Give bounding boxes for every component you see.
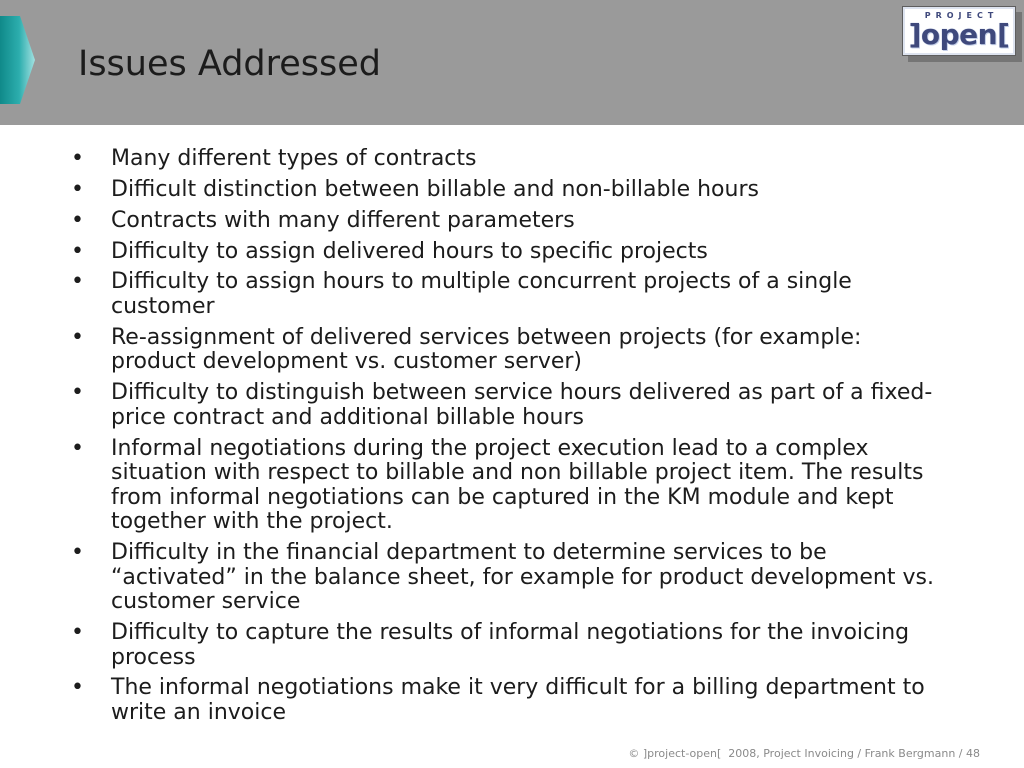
bullet-item [0,147,1024,172]
bullet-marker: • [71,177,84,203]
bullet-marker: • [71,540,84,566]
bullet-item [0,178,1024,203]
bullet-marker: • [71,620,84,646]
bullet-marker: • [71,324,84,350]
bullet-text-line: Re-assignment of delivered services between projects (for example: [111,324,862,350]
bullet-text-line: “activated” in the balance sheet, for example for product development vs. [111,564,934,590]
bullet-text-line: product development vs. customer server) [111,349,583,375]
bullet-item [0,240,1024,265]
bullet-text-line: Informal negotiations during the project execution lead to a complex [111,435,869,461]
bullet-marker: • [71,380,84,406]
bullet-list [0,147,1024,725]
bullet-text-line: customer service [111,589,301,615]
bullet-item [0,270,1024,319]
bullet-text-line: Difficulty to capture the results of informal negotiations for the invoicing [111,620,910,646]
logo-wordmark: ]open[ [908,18,1010,51]
bullet-marker: • [71,269,84,295]
logo-tagline: PROJECT [924,11,999,20]
bullet-marker: • [71,238,84,264]
bullet-text-line: price contract and additional billable hours [111,404,584,430]
bullet-text-line: process [111,644,196,670]
bullet-item [0,326,1024,375]
bullet-text-line: Many different types of contracts [111,146,477,172]
bullet-text-line: The informal negotiations make it very difficult for a billing department to [111,675,925,701]
slide-footer: © ]project-open[ 2008, Project Invoicing / Frank Bergmann / 48 [628,747,980,760]
bullet-item [0,437,1024,535]
project-open-logo [902,6,1016,56]
bullet-marker: • [71,207,84,233]
bullet-item [0,676,1024,725]
bullet-marker: • [71,435,84,461]
bullet-text-line: Difficulty to assign hours to multiple concurrent projects of a single [111,269,852,295]
bullet-text-line: Difficulty in the financial department to determine services to be [111,540,827,566]
bullet-text-line: together with the project. [111,509,393,535]
bullet-marker: • [71,675,84,701]
slide-title: Issues Addressed [78,44,382,84]
bullet-text-line: customer [111,294,215,320]
bullet-item [0,621,1024,670]
bullet-item [0,381,1024,430]
bullet-item [0,209,1024,234]
bullet-item [0,541,1024,615]
bullet-marker: • [71,146,84,172]
bullet-text-line: Contracts with many different parameters [111,207,575,233]
teal-chevron-icon [0,16,36,104]
bullet-text-line: write an invoice [111,700,287,726]
bullet-text-line: from informal negotiations can be captured in the KM module and kept [111,484,894,510]
bullet-text-line: situation with respect to billable and non billable project item. The results [111,460,924,486]
bullet-text-line: Difficulty to distinguish between service hours delivered as part of a fixed- [111,380,933,406]
bullet-text-line: Difficulty to assign delivered hours to specific projects [111,238,708,264]
bullet-text-line: Difficult distinction between billable and non-billable hours [111,177,759,203]
